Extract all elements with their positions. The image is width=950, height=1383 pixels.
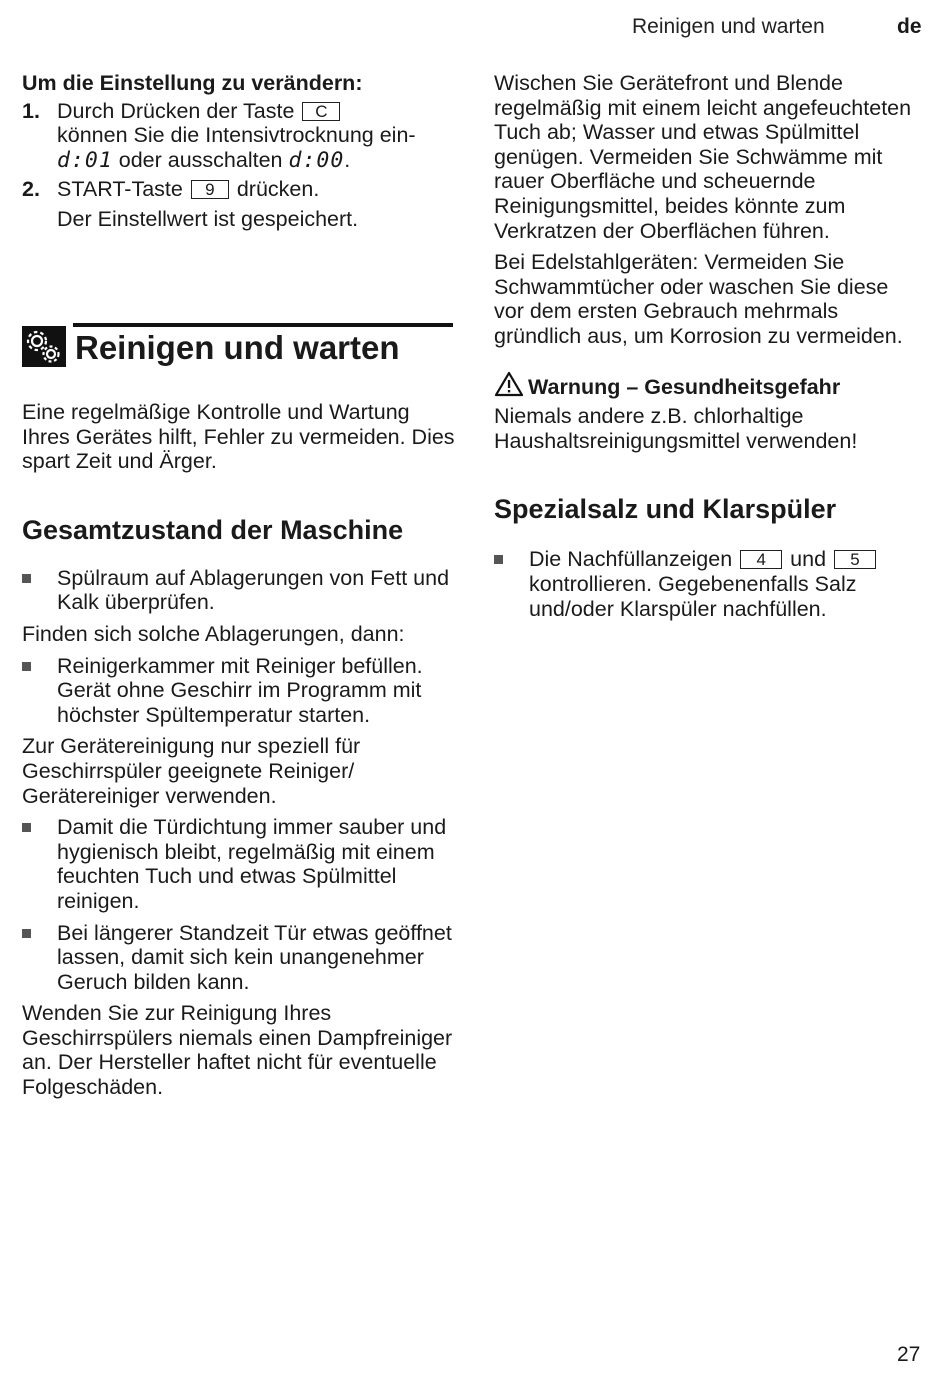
list-item <box>22 815 457 913</box>
step-number: 2. <box>22 177 40 202</box>
page-number: 27 <box>897 1343 921 1366</box>
list-item-text: Damit die Türdichtung immer sauber und hygienisch bleibt, regelmäßig mit einem feuchten Tuch und etwas Spülmittel reinigen. <box>57 815 447 913</box>
running-header: Reinigen und warten <box>632 15 825 38</box>
warning-title: Warnung – Gesundheitsgefahr <box>528 374 841 399</box>
step-number: 1. <box>22 98 40 123</box>
key-4: 4 <box>740 550 782 569</box>
right-column <box>494 71 924 621</box>
step-1 <box>22 99 457 174</box>
step-text: oder ausschalten <box>118 147 283 172</box>
left-column-body <box>22 400 457 1100</box>
paragraph: Wenden Sie zur Reinigung Ihres Geschirrspülers niemals einen Dampfreiniger an. Der Hersteller haftet nicht für eventuelle Folgeschäden. <box>22 1001 453 1100</box>
key-c: C <box>302 102 340 121</box>
paragraph: Zur Gerätereinigung nur speziell für Geschirrspüler geeignete Reiniger/ Gerätereiniger verwenden. <box>22 734 361 808</box>
bullet-square <box>22 662 31 671</box>
settings-heading: Um die Einstellung zu verändern: <box>22 71 363 95</box>
list-item-text: Bei längerer Standzeit Tür etwas geöffnet lassen, damit sich kein unangenehmer Geruch bilden kann. <box>57 920 452 994</box>
list-item <box>494 547 924 621</box>
bullet-square <box>22 929 31 938</box>
gears-icon <box>22 326 66 367</box>
paragraph: Finden sich solche Ablagerungen, dann: <box>22 621 405 646</box>
display-code-on: d:01 <box>57 147 113 173</box>
section-rule <box>73 323 453 327</box>
bullet-square <box>22 823 31 832</box>
step-text: Durch Drücken der Taste <box>57 98 295 123</box>
paragraph: Wischen Sie Gerätefront und Blende regelmäßig mit einem leicht angefeuchteten Tuch ab; Wasser und etwas Spülmittel genügen. Vermeiden Sie Schwämme mit rauer Oberfläche und scheuernde Reinigungsmittel, beides könnte zum Verkratzen der Oberflächen führen. <box>494 71 912 243</box>
list-item-text: kontrollieren. Gegebenenfalls Salz und/oder Klarspüler nachfüllen. <box>529 571 857 621</box>
step-text: drücken. <box>236 177 320 202</box>
list-item <box>22 654 457 728</box>
subsection-title: Gesamtzustand der Maschine <box>22 514 404 545</box>
list-item <box>22 566 457 615</box>
step-2 <box>22 177 457 231</box>
key-5: 5 <box>834 550 876 569</box>
subsection-title: Spezialsalz und Klarspüler <box>494 494 837 525</box>
step-text: können Sie die Intensivtrocknung ein- <box>57 123 416 148</box>
bullet-square <box>22 574 31 583</box>
language-code: de <box>897 15 922 38</box>
warning-heading <box>494 371 924 403</box>
display-code-off: d:00 <box>288 147 345 173</box>
warning-text: Niemals andere z.B. chlorhaltige Haushaltsreinigungsmittel verwenden! <box>494 404 858 453</box>
step-text: . <box>344 147 351 172</box>
list-item-text: Spülraum auf Ablagerungen von Fett und Kalk überprüfen. <box>57 565 450 615</box>
paragraph: Bei Edelstahlgeräten: Vermeiden Sie Schwammtücher oder waschen Sie diese vor dem ersten Gebrauch mehrmals gründlich aus, um Korrosion zu vermeiden. <box>494 250 903 348</box>
intro-paragraph: Eine regelmäßige Kontrolle und Wartung Ihres Gerätes hilft, Fehler zu vermeiden. Dies spart Zeit und Ärger. <box>22 400 455 474</box>
step-result: Der Einstellwert ist gespeichert. <box>57 206 359 231</box>
key-9: 9 <box>191 180 229 199</box>
list-item-text: Reinigerkammer mit Reiniger befüllen. Gerät ohne Geschirr im Programm mit höchster Spültemperatur starten. <box>57 653 423 727</box>
list-item <box>22 921 457 995</box>
bullet-square <box>494 555 503 564</box>
section-title: Reinigen und warten <box>75 329 400 366</box>
step-text: START-Taste <box>57 177 183 202</box>
left-column <box>22 71 457 232</box>
list-item-text: Die Nachfüllanzeigen <box>529 547 733 572</box>
warning-icon <box>494 371 524 403</box>
list-item-text: und <box>790 547 827 572</box>
